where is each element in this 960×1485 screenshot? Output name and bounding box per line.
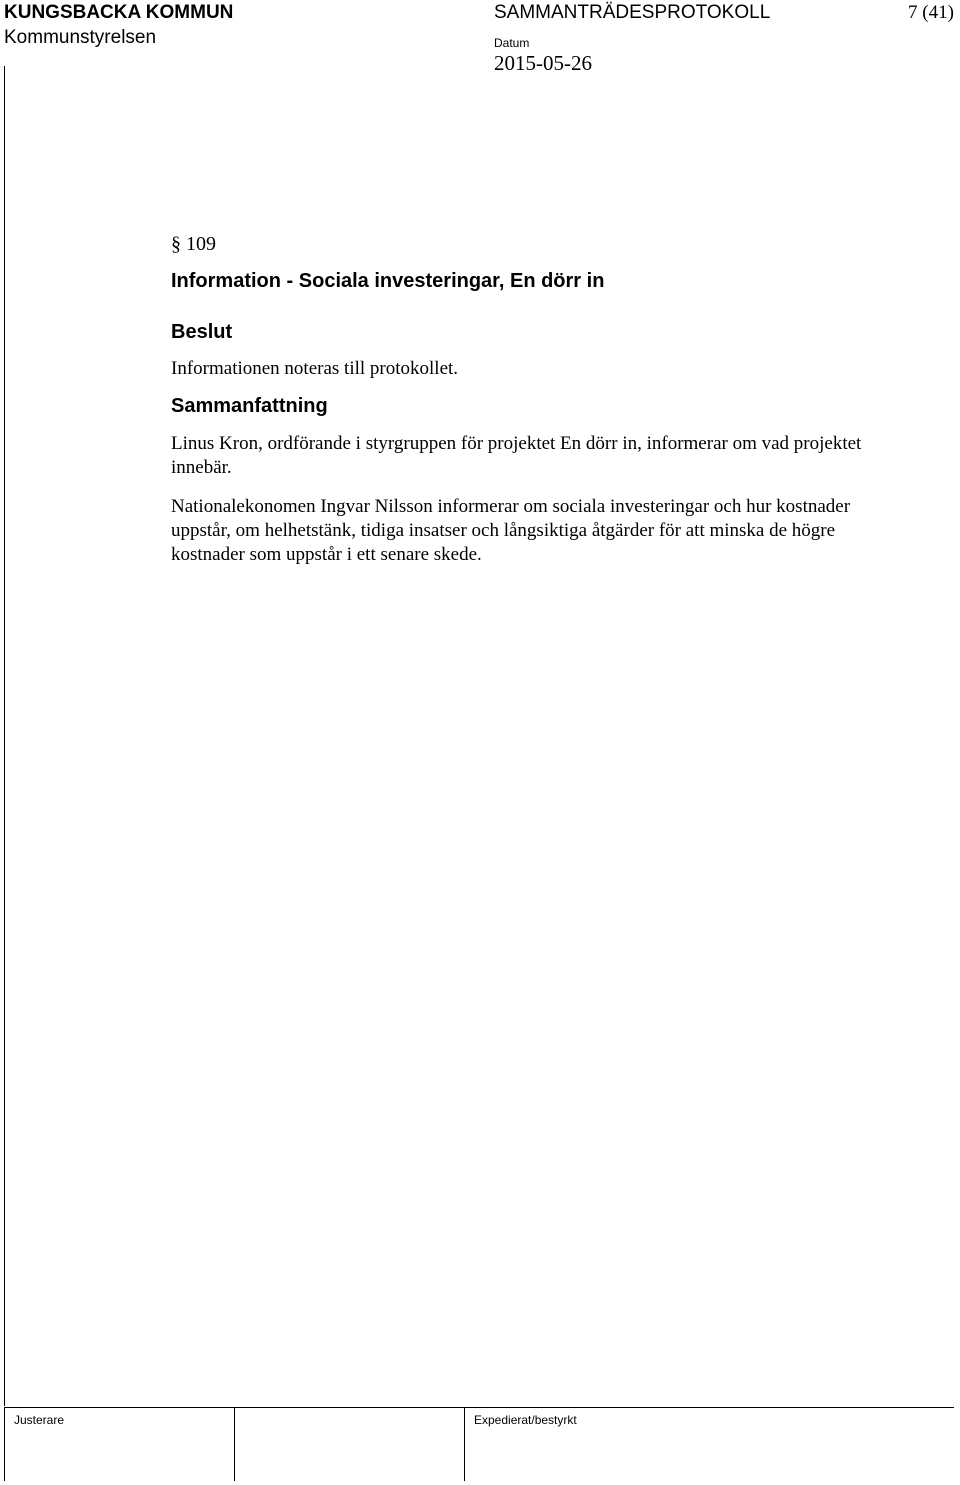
beslut-text: Informationen noteras till protokollet. [171, 358, 459, 379]
left-margin-rule [4, 66, 5, 1406]
footer-divider [464, 1407, 465, 1481]
footer-expedierat-label: Expedierat/bestyrkt [474, 1413, 577, 1427]
organization-name: KUNGSBACKA KOMMUN [4, 2, 234, 23]
footer-divider [4, 1407, 5, 1481]
date-value: 2015-05-26 [494, 51, 592, 75]
beslut-heading: Beslut [171, 321, 233, 343]
footer-divider [234, 1407, 235, 1481]
footer-justerare-label: Justerare [14, 1413, 65, 1427]
organization-unit: Kommunstyrelsen [4, 27, 157, 48]
section-title: Information - Sociala investeringar, En dörr in [171, 270, 605, 292]
page-number: 7 (41) [908, 2, 954, 23]
footer-top-rule [4, 1407, 954, 1408]
summary-paragraph: Linus Kron, ordförande i styrgruppen för projektet En dörr in, informerar om vad projektet innebär. [171, 433, 862, 478]
summary-paragraph: Nationalekonomen Ingvar Nilsson informerar om sociala investeringar och hur kostnader uppstår, om helhetstänk, tidiga insatser och långsiktiga åtgärder för att minska de högre kostnader som uppstår i ett senare skede. [171, 496, 851, 565]
date-label: Datum [494, 36, 530, 50]
document-type: SAMMANTRÄDESPROTOKOLL [494, 2, 771, 23]
paragraph-number: § 109 [171, 233, 216, 255]
summary-heading: Sammanfattning [171, 395, 328, 417]
